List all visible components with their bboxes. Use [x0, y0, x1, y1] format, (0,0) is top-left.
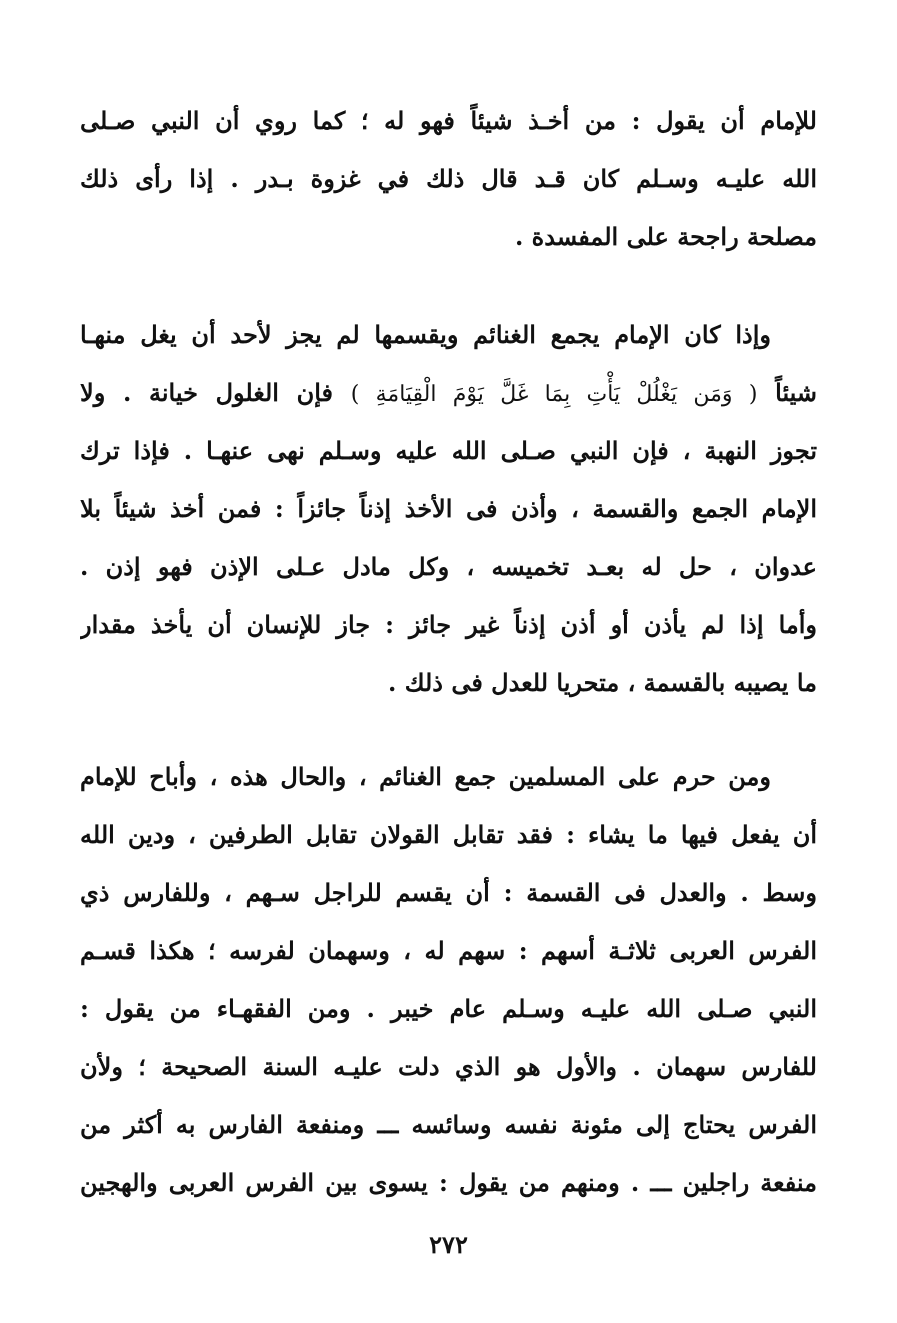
text-line: وأما إذا لم يأذن أو أذن إذناً غير جائز : جاز للإنسان أن يأخذ مقدار — [80, 610, 817, 639]
page-body — [80, 92, 817, 1212]
text-line: الإمام الجمع والقسمة ، وأذن فى الأخذ إذناً جائزاً : فمن أخذ شيئاً بلا — [80, 494, 817, 523]
text-fragment: فإن الغلول خيانة . ولا — [80, 378, 334, 407]
quran-verse: ( وَمَن يَغْلُلْ يَأْتِ بِمَا غَلَّ يَوْمَ الْقِيَامَةِ ) — [350, 382, 758, 407]
text-line: مصلحة راجحة على المفسدة . — [514, 222, 817, 251]
text-line: منفعة راجلين ـــ . ومنهم من يقول : يسوى بين الفرس العربى والهجين — [80, 1168, 817, 1197]
quran-verse-text: وَمَن يَغْلُلْ يَأْتِ بِمَا غَلَّ يَوْمَ الْقِيَامَةِ — [375, 382, 733, 407]
paragraph-2 — [80, 306, 817, 712]
paragraph-3 — [80, 748, 817, 1212]
text-line: تجوز النهبة ، فإن النبي صـلى الله عليه وسـلم نهى عنهـا . فإذا ترك — [80, 436, 817, 465]
paragraph-1 — [80, 92, 817, 266]
text-line: ومن حرم على المسلمين جمع الغنائم ، والحال هذه ، وأباح للإمام — [80, 762, 771, 791]
paragraph-spacer — [80, 712, 817, 748]
text-line: الفرس يحتاج إلى مئونة نفسه وسائسه ـــ ومنفعة الفارس به أكثر من — [80, 1110, 817, 1139]
paragraph-spacer — [80, 266, 817, 306]
text-line: النبي صـلى الله عليـه وسـلم عام خيبر . ومن الفقهـاء من يقول : — [80, 994, 817, 1023]
text-line: ما يصيبه بالقسمة ، متحريا للعدل فى ذلك . — [388, 668, 817, 697]
text-line: وإذا كان الإمام يجمع الغنائم ويقسمها لم يجز لأحد أن يغل منهـا — [80, 320, 771, 349]
text-line: للإمام أن يقول : من أخـذ شيئاً فهو له ؛ كما روي أن النبي صـلى — [80, 106, 817, 135]
page-number: ٢٧٢ — [429, 1230, 468, 1259]
text-line: الفرس العربى ثلاثـة أسهم : سهم له ، وسهمان لفرسه ؛ هكذا قسـم — [80, 936, 817, 965]
text-fragment: شيئاً — [775, 378, 817, 407]
text-line: عدوان ، حل له بعـد تخميسه ، وكل مادل عـلى الإذن فهو إذن . — [80, 552, 817, 581]
text-line: أن يفعل فيها ما يشاء : فقد تقابل القولان تقابل الطرفين ، ودين الله — [80, 820, 817, 849]
text-line: وسط . والعدل فى القسمة : أن يقسم للراجل سـهم ، وللفارس ذي — [80, 878, 817, 907]
text-line: الله عليـه وسـلم كان قـد قال ذلك في غزوة بـدر . إذا رأى ذلك — [80, 164, 817, 193]
text-line-with-quran — [80, 364, 817, 422]
text-line: للفارس سهمان . والأول هو الذي دلت عليـه السنة الصحيحة ؛ ولأن — [80, 1052, 817, 1081]
